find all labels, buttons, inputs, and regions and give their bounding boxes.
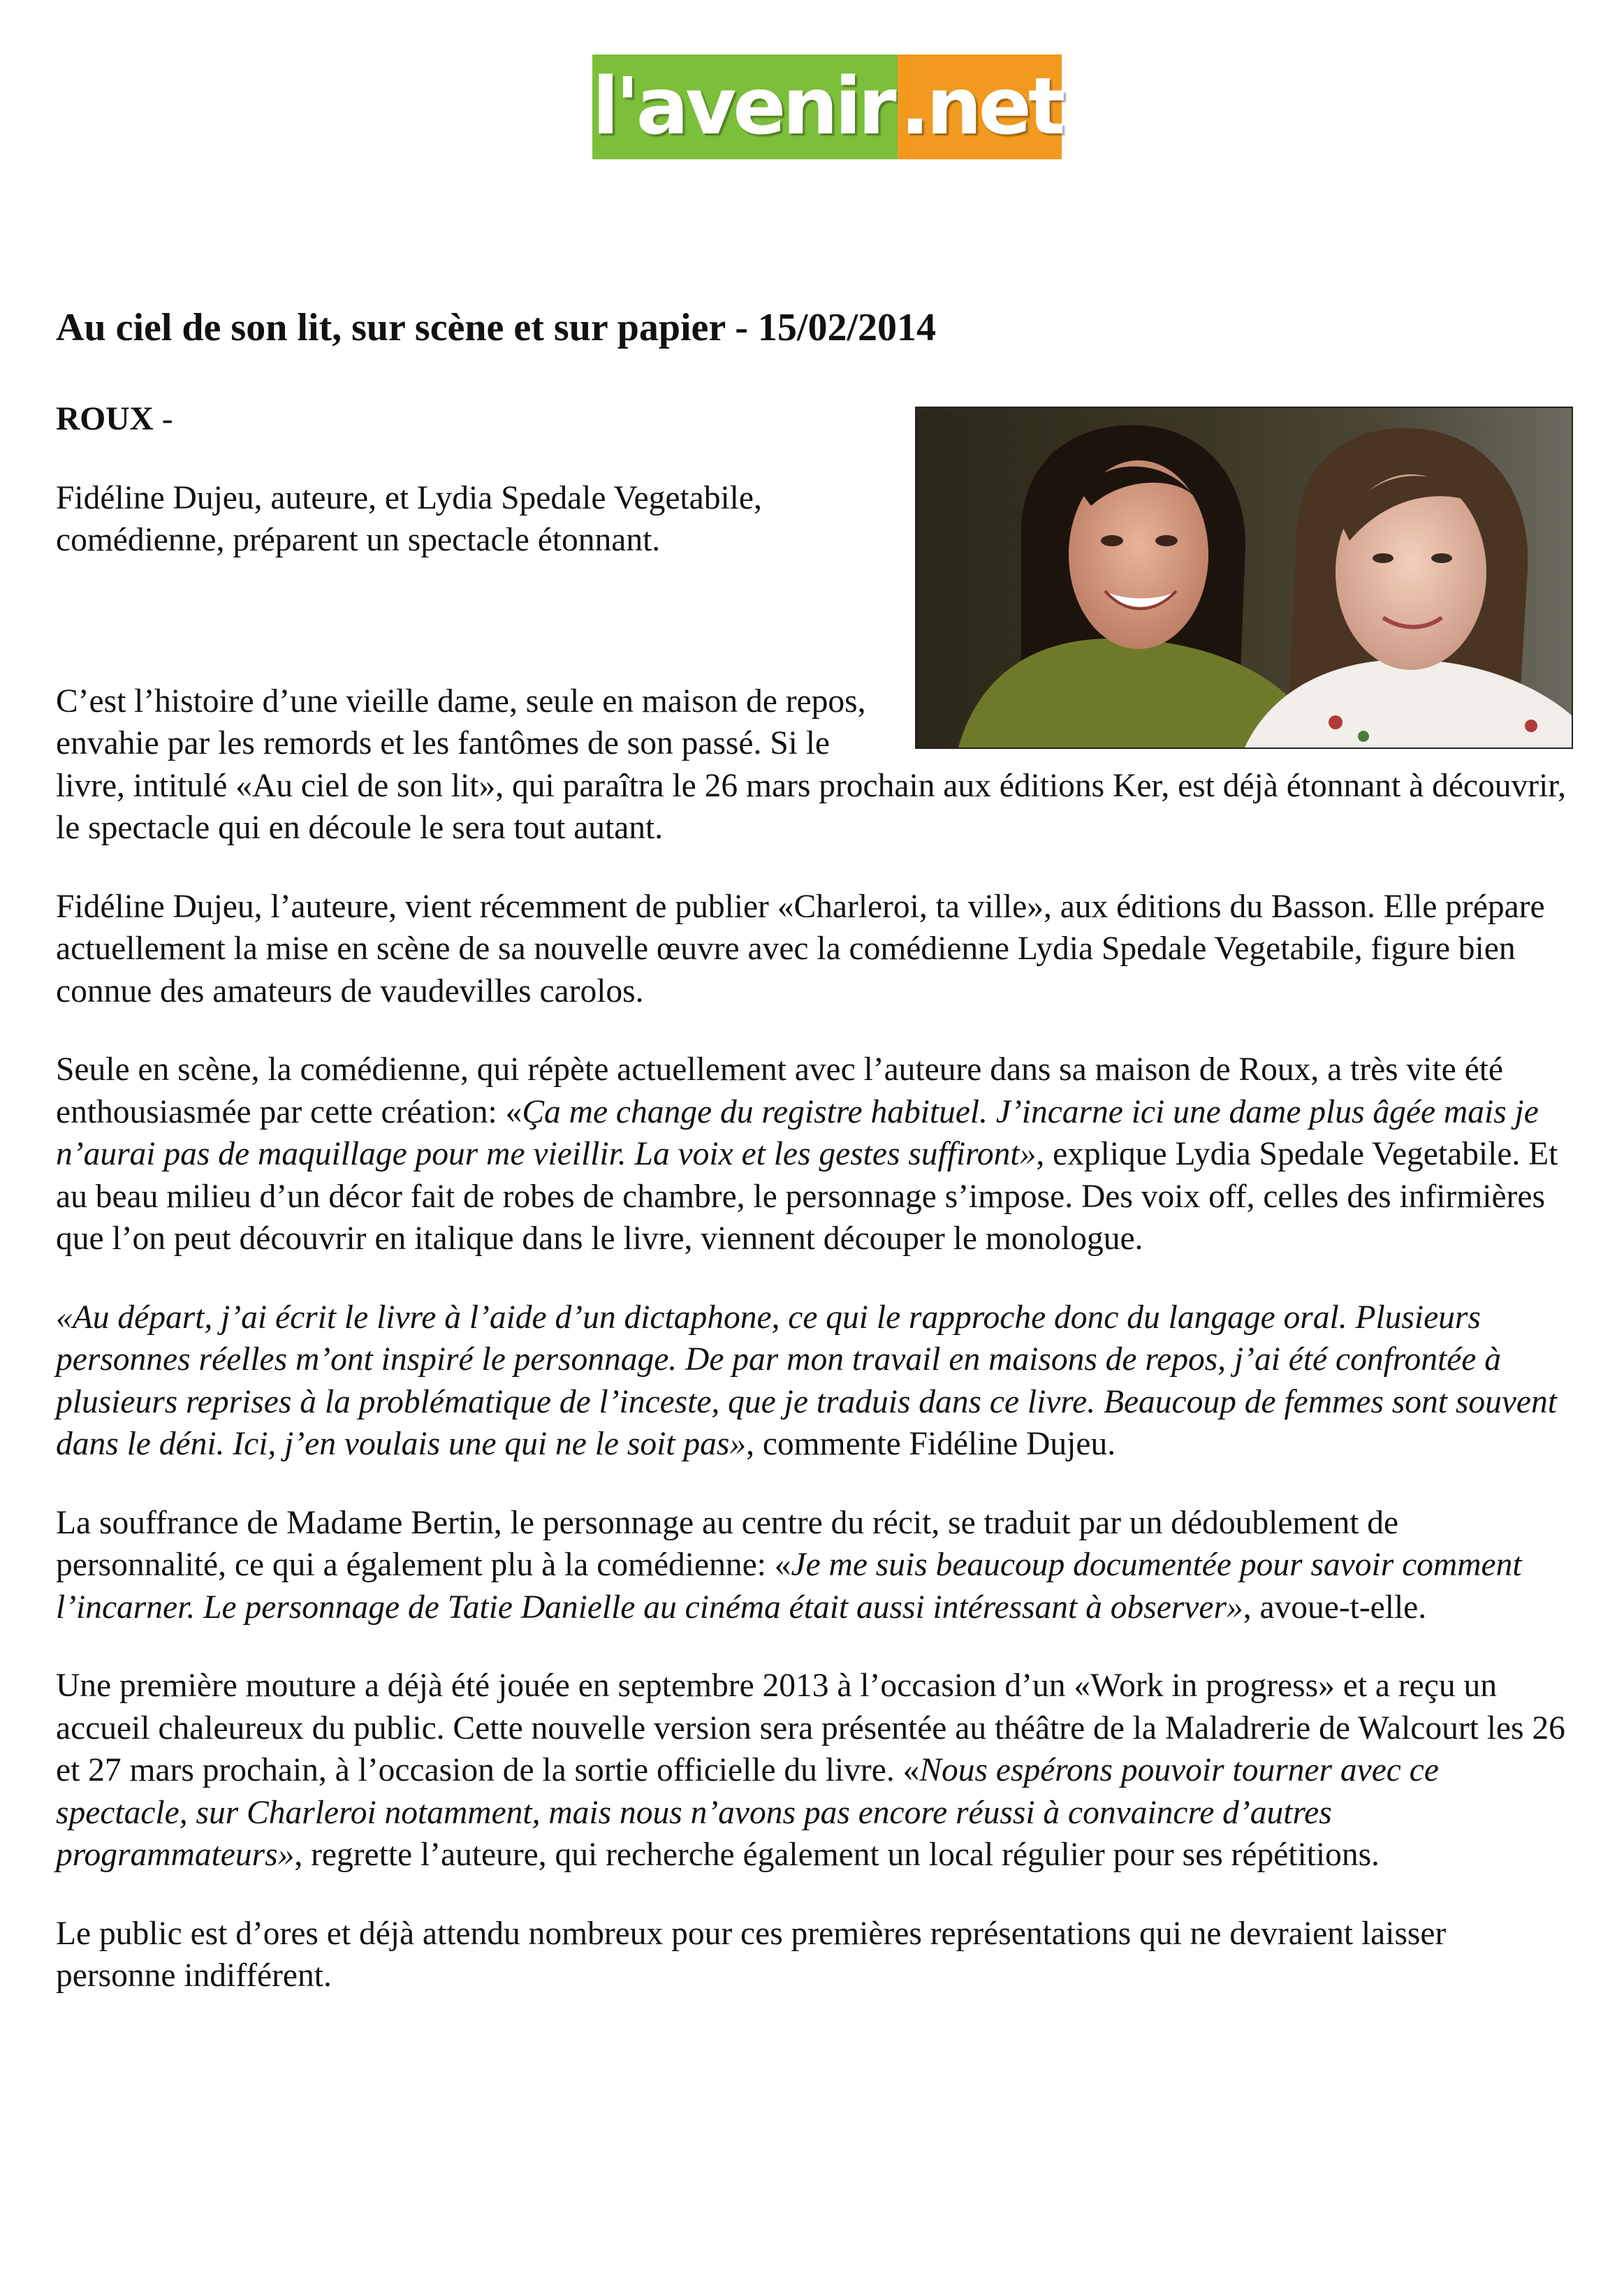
paragraph-6-quote: Nous espérons pouvoir tourner avec ce spectacle, sur Charleroi notamment, mais nous n’avons pas encore réussi à convaincre d’autres programmateurs»	[56, 1752, 1439, 1873]
paragraph-4-outro: , commente Fidéline Dujeu.	[746, 1426, 1116, 1462]
paragraph-5-outro: , avoue-t-elle.	[1243, 1589, 1427, 1626]
article-paragraph-1: C’est l’histoire d’une vieille dame, seule en maison de repos, envahie par les remords et les fantômes de son passé. Si le livre, intitulé «Au ciel de son lit», qui paraîtra le 26 mars prochain aux éditions Ker, est déjà étonnant à découvrir, le spectacle qui en découle le sera tout autant.	[56, 683, 1567, 846]
paragraph-3-outro: , explique Lydia Spedale Vegetabile. Et au beau milieu d’un décor fait de robes de chambre, le personnage s’impose. Des voix off, celles des infirmières que l’on peut découvrir en italique dans le livre, viennent découper le monologue.	[56, 1136, 1558, 1257]
logo-orange-block	[898, 54, 1062, 159]
paragraph-5-quote: Je me suis beaucoup documentée pour savoir comment l’incarner. Le personnage de Tatie Danielle au cinéma était aussi intéressant à observer»	[56, 1547, 1522, 1626]
logo-green-block	[592, 54, 898, 159]
paragraph-6-outro: , regrette l’auteure, qui recherche également un local régulier pour ses répétitions.	[294, 1837, 1380, 1873]
photo-float-spacer	[875, 398, 1573, 758]
locality-separator: -	[153, 401, 173, 437]
locality: ROUX	[56, 401, 154, 437]
article-paragraph-2: Fidéline Dujeu, l’auteure, vient récemment de publier «Charleroi, ta ville», aux éditions du Basson. Elle prépare actuellement la mise en scène de sa nouvelle œuvre avec la comédienne Lydia Spedale Vegetabile, figure bien connue des amateurs de vaudevilles carolos.	[56, 888, 1545, 1009]
article-paragraph-3	[56, 1049, 1573, 1260]
paragraph-3-intro: Seule en scène, la comédienne, qui répète actuellement avec l’auteure dans sa maison de Roux, a très vite été enthousiasmée par cette création: «	[56, 1051, 1503, 1130]
article-body	[56, 398, 1573, 2034]
paragraph-3-quote: Ça me change du registre habituel. J’incarne ici une dame plus âgée mais je n’aurai pas de maquillage pour me vieillir. La voix et les gestes suffiront»	[56, 1093, 1539, 1172]
article-paragraph-5	[56, 1502, 1573, 1629]
article-paragraph-6	[56, 1665, 1573, 1876]
logo-brand-right: .net	[900, 61, 1062, 152]
paragraph-6-intro: Une première mouture a déjà été jouée en septembre 2013 à l’occasion d’un «Work in progress» et a reçu un accueil chaleureux du public. Cette nouvelle version sera présentée au théâtre de la Maladrerie de Walcourt les 26 et 27 mars prochain, à l’occasion de la sortie officielle du livre. «	[56, 1668, 1565, 1788]
article-paragraph-7: Le public est d’ores et déjà attendu nombreux pour ces premières représentations qui ne devraient laisser personne indifférent.	[56, 1915, 1447, 1994]
article-title: Au ciel de son lit, sur scène et sur papier - 15/02/2014	[56, 306, 936, 349]
logo-brand-left: l'avenir	[592, 61, 893, 152]
paragraph-5-intro: La souffrance de Madame Bertin, le personnage au centre du récit, se traduit par un dédoublement de personnalité, ce qui a également plu à la comédienne: «	[56, 1504, 1399, 1583]
article-lead: Fidéline Dujeu, auteure, et Lydia Spedale Vegetabile, comédienne, préparent un spectacle étonnant.	[56, 479, 762, 558]
site-logo	[592, 54, 1062, 159]
paragraph-4-quote: «Au départ, j’ai écrit le livre à l’aide d’un dictaphone, ce qui le rapproche donc du langage oral. Plusieurs personnes réelles m’ont inspiré le personnage. De par mon travail en maisons de repos, j’ai été confrontée à plusieurs reprises à la problématique de l’inceste, que je traduis dans ce livre. Beaucoup de femmes sont souvent dans le déni. Ici, j’en voulais une qui ne le soit pas»	[56, 1299, 1557, 1462]
article-paragraph-4	[56, 1297, 1573, 1466]
